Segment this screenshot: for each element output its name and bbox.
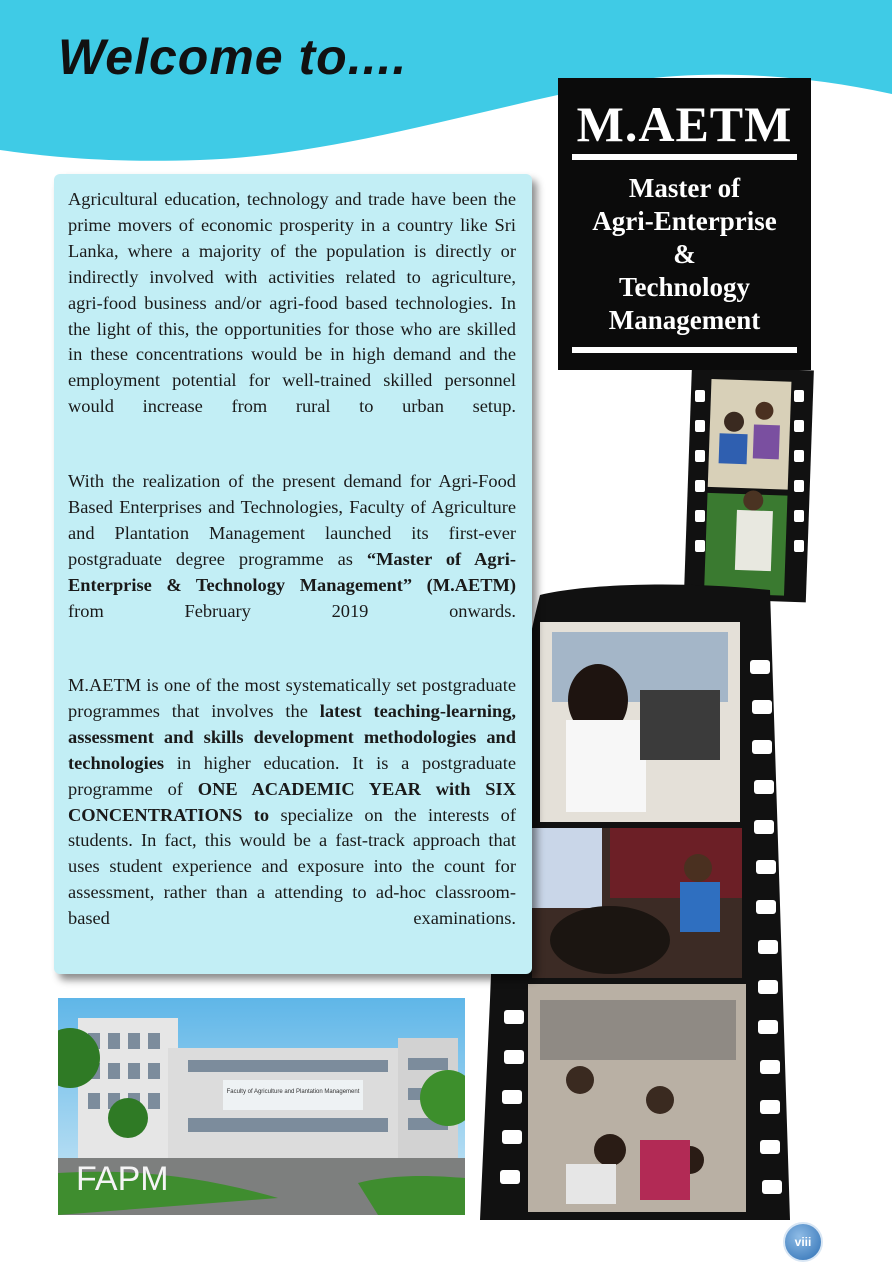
programme-name-line: Master of [628,173,741,203]
programme-full-name [558,160,811,347]
programme-name-line: & [673,239,696,269]
intro-text-box [54,174,532,974]
fapm-logo-sign: FAPM [76,1160,169,1198]
programme-name-line: Technology [618,272,751,302]
paragraph-text: from February 2019 onwards. [68,600,516,621]
building-sign: Faculty of Agriculture and Plantation Management [226,1089,360,1095]
intro-paragraph-2 [68,469,516,624]
faculty-building-photo [58,998,465,1215]
paragraph-text: M.AETM is one of the most systematically set postgraduate programmes that involves the [68,675,516,721]
paragraph-text: in higher education. It is a postgraduate programme of [68,752,516,799]
paragraph-text: specialize on the interests of students. In fact, this would be a fast-track approach that uses student experience and exposure into the count for assessment, rather than a attending to ad-hoc classroom-based examinations. [68,804,516,929]
programme-abbreviation: M.AETM [576,96,793,152]
intro-paragraph-3 [68,673,516,932]
duration-bold: ONE ACADEMIC YEAR with SIX CONCENTRATIONS to [68,778,516,825]
divider-bottom [572,347,797,353]
programme-name-line: Management [608,305,761,335]
programme-name-bold: “Master of Agri-Enterprise & Technology Management” (M.AETM) [68,548,516,595]
methodologies-bold: latest teaching-learning, assessment and skills development methodologies and technologies [68,700,516,773]
paragraph-text: With the realization of the present demand for Agri-Food Based Enterprises and Technologies, Faculty of Agriculture and Plantation Management launched its first-ever postgraduate degree programme as [68,471,516,569]
welcome-heading: Welcome to.... [58,29,408,85]
programme-name-line: Agri-Enterprise [592,206,777,236]
programme-title-box [558,78,811,370]
intro-paragraph-1: Agricultural education, technology and trade have been the prime movers of economic prosperity in a country like Sri Lanka, where a majority of the population is directly or indirectly involved with activities related to agriculture, agri-food business and/or agri-food based technologies. In the light of this, the opportunities for those who are skilled in these concentrations would be in high demand and the employment potential for well-trained skilled personnel would increase from rural to urban setup. [68,189,516,417]
page-number-badge: viii [783,1222,823,1262]
